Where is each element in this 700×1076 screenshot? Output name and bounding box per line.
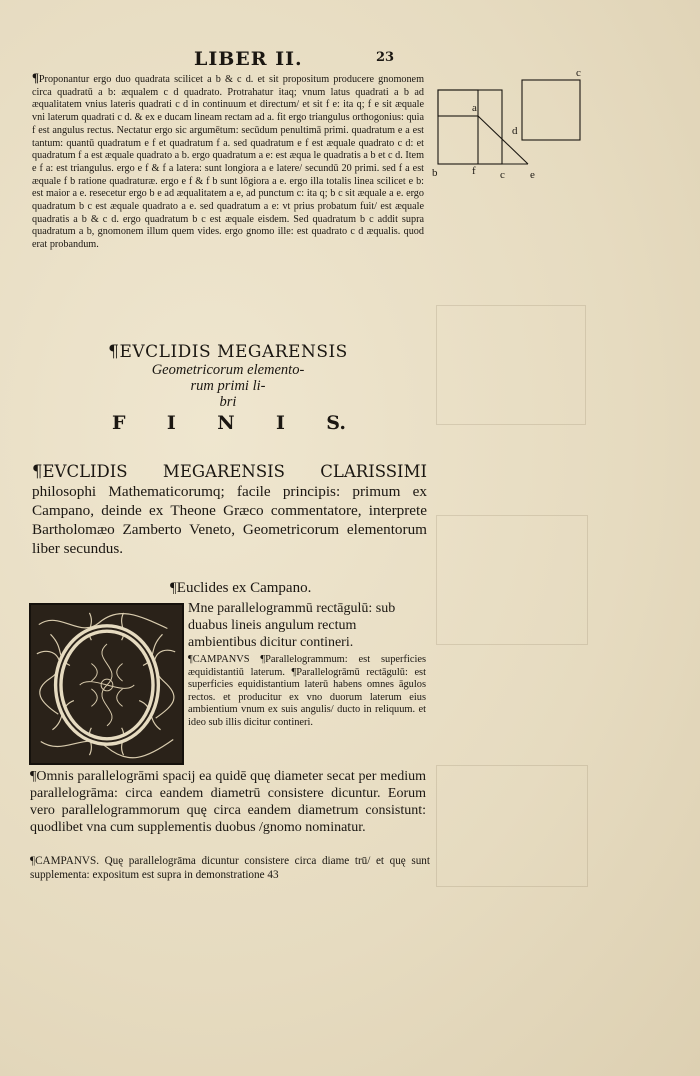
square-bc xyxy=(438,90,502,164)
show-through-ghost xyxy=(436,765,588,887)
label-c-square: c xyxy=(576,67,581,79)
explicit-line-1: ¶EVCLIDIS MEGARENSIS xyxy=(108,342,348,362)
page-header xyxy=(0,48,700,70)
proof-text: Proponantur ergo duo quadrata scilicet a b & c d. et sit propositum producere gnomonem circa quadratū a b: æqualem c d quadrato. Protrahatur itaq; vnum latus quadrati a b ad æqualitatem vnius lateris quadrati c d in continuum et directum/ et sit f e: ita q; f e sit æquale vni laterum quadrati c d. & ex e ducam lineam rectam ad a. fit ergo triangulus orthogonius: quia f est angulus rectus. Nectatur ergo sic argumētum: secūdum penultimā primi. quadratum e a est tantum: quantū quadratum e f et quadratum f a. sed quadratum e f est æquale quadrato c d: et quadratum f a est æquale quadrato a b. ergo quadratum a e: est æqua le quadratis a b et c d. Item e f a: est triangulus. ergo e f & f a latera: sunt longiora a e latere/ secundū 20 primi. sed f a est æquale f b ratione quadraturæ. ergo e f & f b sunt lōgiora a e. ergo illa totalis linea scilicet e b: est maior a e. resecetur ergo b e ad æqualitatem a e, ad punctum c: ita q; b c sit æquale a e. ergo quadratum b c est æquale quadrato a e. sed quadratum a e: vt prius probatum fuit/ est æquale quadratis a b & c d. ergo quadratum b c est æquale eisdem. Sed quadratum b c addit supra quadratum a b, gnomonem illum quem vides. ergo gnomo ille: est quadrato c d æqualis. quod erat probandum. xyxy=(32,74,424,251)
label-a: a xyxy=(472,102,477,114)
explicit-title xyxy=(32,342,424,410)
finis-letter: I xyxy=(166,412,176,434)
explicit-line-4: bri xyxy=(219,394,237,410)
section-heading: ¶Euclides ex Campano. xyxy=(170,580,312,596)
square-cd xyxy=(522,80,580,140)
label-d: d xyxy=(512,125,518,137)
finis-letter: N xyxy=(217,412,235,434)
explicit-line-3: rum primi li- xyxy=(190,378,266,394)
geometric-diagram xyxy=(428,62,588,182)
definition-2: ¶Omnis parallelogrāmi spacij ea quidē quę diameter secat per medium parallelogrāma: circa eandem diametrū consistere dicuntur. Eorum vero parallelogrammorum quę circa eandem diametrum consistunt: quodlibet vna cum supplementis duobus /gnomo nominatur. xyxy=(30,769,426,835)
ornamental-initial-icon xyxy=(31,605,182,763)
finis-letter: S. xyxy=(326,412,346,434)
campanus-commentary-2: ¶CAMPANVS. Quę parallelogrāma dicuntur consistere circa diame trū/ et quę sunt supplementa: expositum est supra in demonstratione 43 xyxy=(30,855,430,881)
label-e: e xyxy=(530,169,535,181)
finis-letter: I xyxy=(275,412,285,434)
incipit-text: philosophi Mathematicorumq; facile principis: primum ex Campano, deinde ex Theone Græco commentatore, interprete Bartholomæo Zamberto Veneto, Geometricorum elementorum liber secundus. xyxy=(32,483,427,557)
folio-number: 23 xyxy=(376,50,395,65)
gnomon-figure xyxy=(428,62,588,182)
definition-1: Mne parallelogrammū rectāgulū: sub duabus lineis angulum rectum ambientibus dicitur contineri. xyxy=(188,601,396,650)
finis-letter: F xyxy=(112,412,126,434)
label-b: b xyxy=(432,167,438,179)
label-c: c xyxy=(500,169,505,181)
incipit-caps: ¶EVCLIDIS MEGARENSIS CLARISSIMI xyxy=(32,462,427,481)
explicit-line-2: Geometricorum elemento- xyxy=(151,362,305,378)
pilcrow-mark: ¶ xyxy=(32,72,39,85)
running-head: LIBER II. xyxy=(194,48,303,70)
show-through-ghost xyxy=(436,515,588,645)
hypotenuse-ae xyxy=(478,116,528,164)
campanus-commentary-1: ¶CAMPANVS ¶Parallelogrammum: est superficies æquidistantiū laterum. ¶Parallelogrāmū rectāgulū: est superficies equidistantium laterū habens omnes āgulos rectos. et producitur ex vno duorum laterum eius ambientium vnum ex suis angulis/ ducto in reliquum. et ideo sub illis dicitur contineri. xyxy=(188,654,426,728)
proof-paragraph xyxy=(32,72,424,330)
woodcut-initial-o xyxy=(29,603,184,765)
incipit-title xyxy=(32,462,427,558)
show-through-ghost xyxy=(436,305,586,425)
finis-line xyxy=(112,412,346,434)
label-f: f xyxy=(472,165,476,177)
